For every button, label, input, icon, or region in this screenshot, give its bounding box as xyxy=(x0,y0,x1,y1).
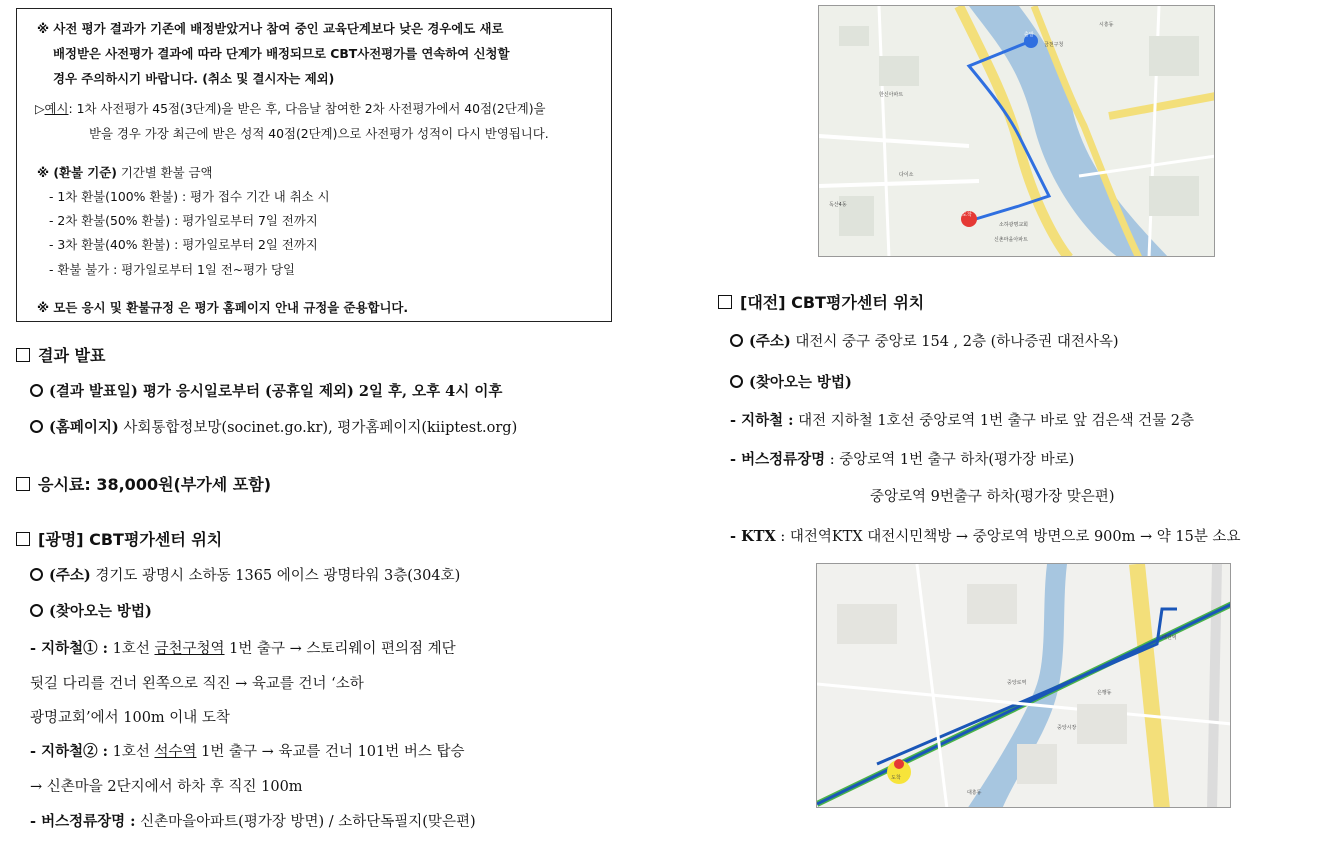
gm-sub2-line xyxy=(30,740,465,761)
checkbox-square-icon xyxy=(16,532,30,546)
map1-label: 다이소 xyxy=(899,172,914,178)
dj-ktx-line xyxy=(730,525,1240,546)
daejeon-heading xyxy=(718,290,924,313)
example-marker: ▷ xyxy=(35,101,45,116)
fee-heading xyxy=(16,472,271,495)
map1-label: 신촌마을아파트 xyxy=(994,237,1028,243)
gm-addr-label: (주소) xyxy=(49,567,91,584)
dj-sub-text: 대전 지하철 1호선 중앙로역 1번 출구 바로 앞 검은색 건물 2층 xyxy=(793,413,1195,429)
gm-sub1-line-2: 뒷길 다리를 건너 왼쪽으로 직진 → 육교를 건너 ‘소하 xyxy=(30,676,364,692)
refund-title xyxy=(37,163,213,181)
gm-sub1-line xyxy=(30,637,456,658)
refund-item: - 3차 환불(40% 환불) : 평가일로부터 2일 전까지 xyxy=(49,237,318,252)
map2-label: 중앙로역 xyxy=(1007,680,1027,686)
circle-bullet-icon xyxy=(730,375,743,388)
gm-sub2-station: 석수역 xyxy=(154,744,197,760)
map2-label: 대흥동 xyxy=(967,790,982,796)
circle-bullet-icon xyxy=(30,420,43,433)
checkbox-square-icon xyxy=(718,295,732,309)
result-date-line xyxy=(30,380,502,401)
result-home-line xyxy=(30,416,517,437)
circle-bullet-icon xyxy=(730,334,743,347)
gm-sub1-b: 1번 출구 → 스토리웨이 편의점 계단 xyxy=(224,641,456,657)
gm-sub2-label: - 지하철② : xyxy=(30,743,108,760)
daejeon-map-svg xyxy=(817,564,1231,808)
dj-bus-line xyxy=(730,448,1074,469)
refund-item: - 2차 환불(50% 환불) : 평가일로부터 7일 전까지 xyxy=(49,213,318,228)
map1-label: 소하광명교회 xyxy=(999,222,1028,228)
map1-label: 한신아파트 xyxy=(879,92,904,98)
dj-sub-label: - 지하철 : xyxy=(730,412,794,429)
gm-way-label: (찾아오는 방법) xyxy=(49,603,152,620)
result-home-text: 사회통합정보망(socinet.go.kr), 평가홈페이지(kiiptest.org) xyxy=(118,420,518,436)
notice-line-3: 경우 주의하시기 바랍니다. (취소 및 결시자는 제외) xyxy=(53,71,335,86)
gm-addr-text: 경기도 광명시 소하동 1365 에이스 광명타워 3층(304호) xyxy=(90,568,461,584)
map1-label: 독산4동 xyxy=(829,202,847,208)
result-heading-text: 결과 발표 xyxy=(38,346,106,365)
gm-sub1-a: 1호선 xyxy=(108,641,155,657)
dj-ktx-label: - KTX xyxy=(730,528,776,545)
example-label: 예시 xyxy=(44,101,69,116)
gm-sub2-b: 1번 출구 → 육교를 건너 101번 버스 탑승 xyxy=(196,744,465,760)
circle-bullet-icon xyxy=(30,568,43,581)
gm-sub1-station: 금천구청역 xyxy=(154,641,225,657)
example-line-2: 받을 경우 가장 최근에 받은 성적 40점(2단계)으로 사전평가 성적이 다시 반영됩니다. xyxy=(89,126,549,141)
gm-bus-line xyxy=(30,810,476,831)
gwangmyeong-heading xyxy=(16,527,222,550)
dj-way-line xyxy=(730,371,852,392)
dj-way-label: (찾아오는 방법) xyxy=(749,374,852,391)
checkbox-square-icon xyxy=(16,477,30,491)
gwangmyeong-map xyxy=(818,5,1215,257)
gm-bus-label: - 버스정류장명 : xyxy=(30,813,136,830)
daejeon-heading-text: [대전] CBT평가센터 위치 xyxy=(740,293,925,312)
refund-item: - 1차 환불(100% 환불) : 평가 접수 기간 내 취소 시 xyxy=(49,189,330,204)
dj-bus-text: : 중앙로역 1번 출구 하차(평가장 바로) xyxy=(825,452,1075,468)
circle-bullet-icon xyxy=(30,384,43,397)
refund-item: - 환불 불가 : 평가일로부터 1일 전~평가 당일 xyxy=(49,262,295,277)
fee-heading-text: 응시료: 38,000원(부가세 포함) xyxy=(38,475,272,494)
map1-label: 도착 xyxy=(962,212,972,218)
gm-bus-text: 신촌마을아파트(평가장 방면) / 소하단독필지(맞은편) xyxy=(135,814,476,830)
dj-ktx-text: : 대전역KTX 대전시민책방 → 중앙로역 방면으로 900m → 약 15분 소요 xyxy=(775,529,1241,545)
notice-line-2: 배정받은 사전평가 결과에 따라 단계가 배정되므로 CBT사전평가를 연속하여 신청할 xyxy=(53,46,510,61)
checkbox-square-icon xyxy=(16,348,30,362)
dj-addr-text: 대전시 중구 중앙로 154 , 2층 (하나증권 대전사옥) xyxy=(790,334,1119,350)
gm-sub2-a: 1호선 xyxy=(108,744,155,760)
map1-label: 출발 xyxy=(1024,32,1034,38)
example-line-1 xyxy=(35,99,546,117)
example-text-1: : 1차 사전평가 45점(3단계)을 받은 후, 다음날 참여한 2차 사전평가에서 40점(2단계)을 xyxy=(68,101,546,116)
gwangmyeong-map-svg xyxy=(819,6,1215,257)
dj-bus-label: - 버스정류장명 xyxy=(730,451,826,468)
map2-label: 대전역 xyxy=(1162,635,1177,641)
result-date-text: 평가 응시일로부터 (공휴일 제외) 2일 후, 오후 4시 이후 xyxy=(137,383,503,400)
gm-sub1-line-3: 광명교회’에서 100m 이내 도착 xyxy=(30,710,230,726)
map2-label: 도착 xyxy=(891,775,901,781)
map1-label: 금천구청 xyxy=(1044,42,1064,48)
dj-addr-label: (주소) xyxy=(749,333,791,350)
daejeon-map xyxy=(816,563,1231,808)
dj-addr-line xyxy=(730,330,1119,351)
gm-sub2-line-2: → 신촌마을 2단지에서 하차 후 직진 100m xyxy=(30,779,303,795)
rule-line: ※ 모든 응시 및 환불규정 은 평가 홈페이지 안내 규정을 준용합니다. xyxy=(37,300,409,315)
map2-label: 중앙시장 xyxy=(1057,725,1077,731)
result-home-label: (홈페이지) xyxy=(49,419,119,436)
gwangmyeong-heading-text: [광명] CBT평가센터 위치 xyxy=(38,530,223,549)
gm-sub1-label: - 지하철① : xyxy=(30,640,108,657)
notice-line-1: ※ 사전 평가 결과가 기존에 배정받았거나 참여 중인 교육단계보다 낮은 경우에도 새로 xyxy=(37,21,504,36)
gm-way-line xyxy=(30,600,152,621)
gm-addr-line xyxy=(30,564,460,585)
result-date-label: (결과 발표일) xyxy=(49,383,138,400)
circle-bullet-icon xyxy=(30,604,43,617)
refund-title-bold: ※ (환불 기준) xyxy=(37,165,117,180)
dj-bus-line-2: 중앙로역 9번출구 하차(평가장 맞은편) xyxy=(870,489,1115,505)
map2-label: 은행동 xyxy=(1097,690,1112,696)
notice-box xyxy=(16,8,612,322)
dj-sub-line xyxy=(730,409,1194,430)
map1-label: 시흥동 xyxy=(1099,22,1114,28)
result-heading xyxy=(16,343,105,366)
refund-title-rest: 기간별 환불 금액 xyxy=(116,165,213,180)
